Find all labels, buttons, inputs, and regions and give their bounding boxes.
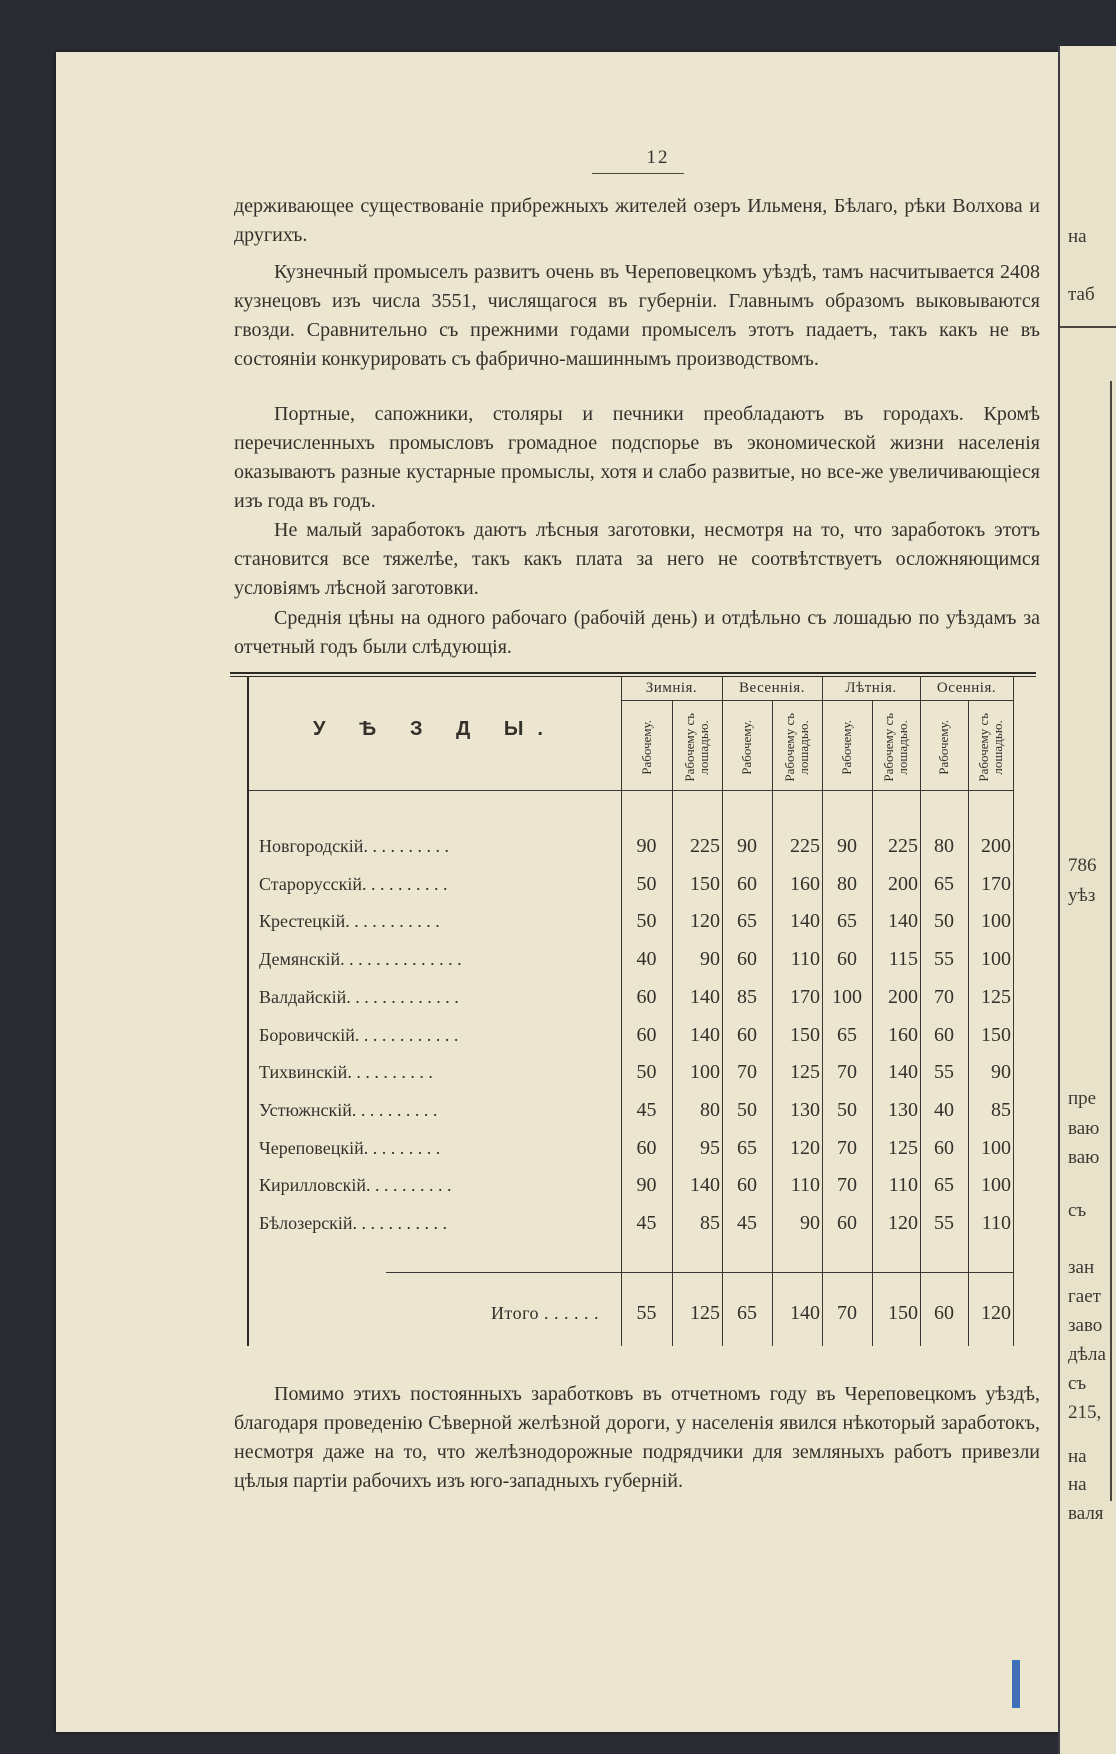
value-cell: 55 bbox=[636, 1302, 657, 1324]
sub-column-header bbox=[822, 708, 872, 786]
value-cell: 120 bbox=[690, 910, 720, 933]
season-header: Осеннія. bbox=[936, 680, 997, 696]
paragraph: Портные, сапожники, столяры и печники преобладаютъ въ городахъ. Кромѣ перечисленныхъ промысловъ громадное подспорье въ экономической жизни населенія оказываютъ разные кустарные промыслы, хотя и слабо развитые, но все-же увеличивающіеся изъ года въ годъ. bbox=[234, 403, 1040, 512]
value-cell: 60 bbox=[737, 1174, 757, 1197]
adjacent-page-text: на bbox=[1068, 1446, 1087, 1467]
value-cell: 50 bbox=[737, 1098, 757, 1121]
value-cell: 125 bbox=[790, 1061, 820, 1084]
value-cell: 140 bbox=[690, 1023, 720, 1046]
value-cell: 70 bbox=[837, 1302, 857, 1324]
value-cell: 55 bbox=[934, 1061, 954, 1084]
value-cell: 60 bbox=[837, 948, 857, 971]
sub-column-label: Рабочему. bbox=[638, 719, 654, 775]
sub-column-header bbox=[621, 708, 672, 786]
district-name: Новгородскій. . . . . . . . . . bbox=[259, 836, 449, 856]
value-cell: 55 bbox=[934, 1212, 954, 1234]
adjacent-page-text: ваю bbox=[1068, 1147, 1100, 1168]
value-cell: 90 bbox=[636, 835, 657, 857]
value-cell: 90 bbox=[837, 835, 857, 857]
value-cell: 60 bbox=[636, 985, 657, 1008]
adjacent-page-text: дѣла bbox=[1068, 1344, 1106, 1365]
value-cell: 45 bbox=[737, 1212, 757, 1234]
value-cell: 60 bbox=[737, 948, 757, 971]
district-name: Устюжнскій. . . . . . . . . . bbox=[259, 1099, 438, 1120]
total-row bbox=[249, 1299, 1013, 1327]
adjacent-page-edge bbox=[1058, 46, 1116, 1754]
adjacent-page-text: на bbox=[1068, 1474, 1087, 1495]
value-cell: 50 bbox=[636, 910, 657, 933]
value-cell: 50 bbox=[636, 1061, 657, 1084]
adjacent-page-text: уѣз bbox=[1068, 885, 1096, 906]
value-cell: 85 bbox=[700, 1212, 720, 1234]
value-cell: 200 bbox=[981, 835, 1011, 857]
district-name: Тихвинскій. . . . . . . . . . bbox=[259, 1062, 433, 1083]
value-cell: 120 bbox=[981, 1302, 1011, 1324]
value-cell: 170 bbox=[790, 985, 820, 1008]
adjacent-page-text: таб bbox=[1068, 284, 1095, 305]
value-cell: 50 bbox=[837, 1098, 857, 1121]
district-name: Кирилловскій. . . . . . . . . . bbox=[259, 1175, 452, 1196]
value-cell: 170 bbox=[981, 872, 1011, 895]
table-row bbox=[249, 1058, 1013, 1086]
value-cell: 50 bbox=[636, 872, 657, 895]
value-cell: 70 bbox=[837, 1061, 857, 1084]
value-cell: 150 bbox=[790, 1023, 820, 1046]
table-top-rule bbox=[230, 672, 1036, 674]
district-name: Череповецкій. . . . . . . . . bbox=[259, 1137, 441, 1158]
district-name: Крестецкій. . . . . . . . . . . bbox=[259, 911, 440, 932]
sub-column-label: Рабочему съ лошадью. bbox=[881, 712, 910, 782]
value-cell: 55 bbox=[934, 948, 954, 971]
value-cell: 60 bbox=[934, 1023, 954, 1046]
value-cell: 60 bbox=[636, 1136, 657, 1159]
value-cell: 140 bbox=[790, 1302, 820, 1324]
table-row bbox=[249, 907, 1013, 935]
sub-column-header bbox=[722, 708, 772, 786]
value-cell: 120 bbox=[790, 1136, 820, 1159]
value-cell: 140 bbox=[690, 1174, 720, 1197]
value-cell: 70 bbox=[837, 1136, 857, 1159]
value-cell: 200 bbox=[888, 985, 918, 1008]
value-cell: 160 bbox=[790, 872, 820, 895]
adjacent-page-text: съ bbox=[1068, 1200, 1087, 1221]
value-cell: 120 bbox=[888, 1212, 918, 1234]
sub-column-label: Рабочему. bbox=[839, 719, 854, 775]
value-cell: 60 bbox=[837, 1212, 857, 1234]
value-cell: 160 bbox=[888, 1023, 918, 1046]
sub-column-header bbox=[968, 708, 1013, 786]
adjacent-page-text: пре bbox=[1068, 1088, 1097, 1109]
district-name: Боровичскій. . . . . . . . . . . . bbox=[259, 1024, 459, 1045]
value-cell: 140 bbox=[888, 910, 918, 933]
value-cell: 40 bbox=[934, 1098, 954, 1121]
district-column-header: У Ѣ З Д Ы. bbox=[313, 718, 557, 740]
paragraph: держивающее существованіе прибрежныхъ жителей озеръ Ильменя, Бѣлаго, рѣки Волхова и другихъ. bbox=[234, 195, 1040, 246]
sub-column-label: Рабочему съ лошадью. bbox=[782, 712, 811, 782]
value-cell: 100 bbox=[981, 948, 1011, 971]
season-header-rule bbox=[621, 700, 1013, 701]
value-cell: 95 bbox=[700, 1136, 720, 1159]
value-cell: 100 bbox=[981, 1136, 1011, 1159]
value-cell: 45 bbox=[636, 1098, 657, 1121]
value-cell: 70 bbox=[934, 985, 954, 1008]
adjacent-page-text: ваю bbox=[1068, 1118, 1100, 1139]
value-cell: 90 bbox=[800, 1212, 820, 1234]
paragraph: Не малый заработокъ даютъ лѣсныя заготовки, несмотря на то, что заработокъ этотъ становится все тяжелѣе, такъ какъ плата за него не соотвѣтствуетъ осложняющимся условіямъ лѣсной заготовки. bbox=[234, 519, 1040, 599]
value-cell: 80 bbox=[837, 872, 857, 895]
value-cell: 80 bbox=[700, 1098, 720, 1121]
table-row bbox=[249, 870, 1013, 898]
sub-column-label: Рабочему. bbox=[739, 719, 754, 775]
value-cell: 60 bbox=[934, 1302, 954, 1324]
value-cell: 65 bbox=[837, 1023, 857, 1046]
value-cell: 125 bbox=[888, 1136, 918, 1159]
adjacent-page-rule bbox=[1060, 326, 1116, 328]
adjacent-page-text: заво bbox=[1068, 1315, 1103, 1336]
district-name: Старорусскій. . . . . . . . . . bbox=[259, 873, 448, 894]
value-cell: 65 bbox=[934, 1174, 954, 1197]
value-cell: 125 bbox=[690, 1302, 720, 1324]
value-cell: 150 bbox=[690, 872, 720, 895]
value-cell: 225 bbox=[888, 835, 918, 857]
table-row bbox=[249, 983, 1013, 1011]
table-row bbox=[249, 1171, 1013, 1199]
table-row bbox=[249, 1096, 1013, 1124]
adjacent-page-text: зан bbox=[1068, 1257, 1095, 1278]
value-cell: 100 bbox=[690, 1061, 720, 1084]
value-cell: 125 bbox=[981, 985, 1011, 1008]
value-cell: 100 bbox=[832, 985, 862, 1008]
page-number-rule bbox=[592, 173, 684, 174]
district-name: Демянскій. . . . . . . . . . . . . . bbox=[259, 949, 462, 970]
value-cell: 40 bbox=[636, 948, 657, 971]
value-cell: 225 bbox=[690, 835, 720, 857]
sub-column-label: Рабочему съ лошадью. bbox=[975, 712, 1005, 782]
page-number: 12 bbox=[646, 147, 670, 168]
value-cell: 130 bbox=[888, 1098, 918, 1121]
value-cell: 140 bbox=[790, 910, 820, 933]
value-cell: 150 bbox=[888, 1302, 918, 1324]
value-cell: 70 bbox=[737, 1061, 757, 1084]
value-cell: 100 bbox=[981, 1174, 1011, 1197]
value-cell: 140 bbox=[888, 1061, 918, 1084]
adjacent-page-text: гает bbox=[1068, 1286, 1101, 1307]
value-cell: 65 bbox=[737, 910, 757, 933]
value-cell: 90 bbox=[636, 1174, 657, 1197]
value-cell: 130 bbox=[790, 1098, 820, 1121]
paragraph: Кузнечный промыселъ развитъ очень въ Череповецкомъ уѣздѣ, тамъ насчитывается 2408 кузнецовъ изъ числа 3551, числящагося въ губерніи. Главнымъ образомъ выковываются гвозди. Сравнительно съ прежними годами промыселъ этотъ падаетъ, такъ какъ не въ состояніи конкурировать съ фабрично-машиннымъ производствомъ. bbox=[234, 261, 1040, 370]
season-header: Зимнія. bbox=[645, 680, 698, 696]
season-header: Лѣтнія. bbox=[845, 680, 897, 696]
value-cell: 70 bbox=[837, 1174, 857, 1197]
value-cell: 60 bbox=[737, 872, 757, 895]
value-cell: 140 bbox=[690, 985, 720, 1008]
total-label: Итого . . . . . . bbox=[490, 1303, 599, 1323]
adjacent-page-text: съ bbox=[1068, 1373, 1087, 1394]
sub-column-label: Рабочему съ лошадью. bbox=[682, 712, 711, 782]
sub-column-header bbox=[672, 708, 722, 786]
sub-column-header bbox=[772, 708, 822, 786]
value-cell: 65 bbox=[934, 872, 954, 895]
value-cell: 150 bbox=[981, 1023, 1011, 1046]
value-cell: 65 bbox=[737, 1136, 757, 1159]
table-row bbox=[249, 1209, 1013, 1237]
value-cell: 115 bbox=[888, 948, 918, 971]
adjacent-page-table-rule bbox=[1110, 381, 1112, 1501]
value-cell: 80 bbox=[934, 835, 954, 857]
total-separator-rule bbox=[386, 1272, 1013, 1273]
value-cell: 110 bbox=[888, 1174, 918, 1197]
value-cell: 50 bbox=[934, 910, 954, 933]
table-header-rule bbox=[249, 790, 1013, 791]
sub-column-label: Рабочему. bbox=[936, 719, 951, 775]
value-cell: 60 bbox=[737, 1023, 757, 1046]
value-cell: 200 bbox=[888, 872, 918, 895]
table-left-rule bbox=[247, 676, 249, 1346]
value-cell: 110 bbox=[790, 948, 820, 971]
value-cell: 85 bbox=[737, 985, 757, 1008]
sub-column-header bbox=[872, 708, 920, 786]
table-row bbox=[249, 1134, 1013, 1162]
adjacent-page-text: на bbox=[1068, 226, 1087, 247]
season-header: Весеннія. bbox=[739, 680, 805, 696]
bookmark-ribbon bbox=[1012, 1660, 1020, 1708]
value-cell: 225 bbox=[790, 835, 820, 857]
adjacent-page-text: 786 bbox=[1068, 855, 1097, 876]
district-name: Бѣлозерскій. . . . . . . . . . . bbox=[259, 1213, 448, 1233]
value-cell: 65 bbox=[737, 1302, 757, 1324]
district-name: Валдайскій. . . . . . . . . . . . . bbox=[259, 986, 459, 1007]
adjacent-page-text: валя bbox=[1068, 1503, 1104, 1524]
value-cell: 60 bbox=[934, 1136, 954, 1159]
table-column-rule bbox=[1013, 676, 1014, 1346]
value-cell: 100 bbox=[981, 910, 1011, 933]
value-cell: 110 bbox=[981, 1212, 1011, 1234]
paragraph: Помимо этихъ постоянныхъ заработковъ въ отчетномъ году въ Череповецкомъ уѣздѣ, благодаря проведенію Сѣверной желѣзной дороги, у населенія явился нѣкоторый заработокъ, несмотря даже на то, что желѣзнодорожные подрядчики для земляныхъ работъ привезли цѣлыя партіи рабочихъ изъ юго-западныхъ губерній. bbox=[234, 1383, 1040, 1492]
adjacent-page-text: 215, bbox=[1068, 1402, 1102, 1423]
value-cell: 90 bbox=[700, 948, 720, 971]
paragraph: Среднія цѣны на одного рабочаго (рабочій день) и отдѣльно съ лошадью по уѣздамъ за отчетный годъ были слѣдующія. bbox=[234, 607, 1040, 658]
value-cell: 65 bbox=[837, 910, 857, 933]
value-cell: 45 bbox=[636, 1212, 657, 1234]
sub-column-header bbox=[920, 708, 968, 786]
value-cell: 60 bbox=[636, 1023, 657, 1046]
value-cell: 110 bbox=[790, 1174, 820, 1197]
value-cell: 90 bbox=[991, 1061, 1011, 1084]
table-row bbox=[249, 945, 1013, 973]
value-cell: 85 bbox=[991, 1098, 1011, 1121]
value-cell: 90 bbox=[737, 835, 757, 857]
table-row bbox=[249, 1021, 1013, 1049]
table-row bbox=[249, 832, 1013, 860]
